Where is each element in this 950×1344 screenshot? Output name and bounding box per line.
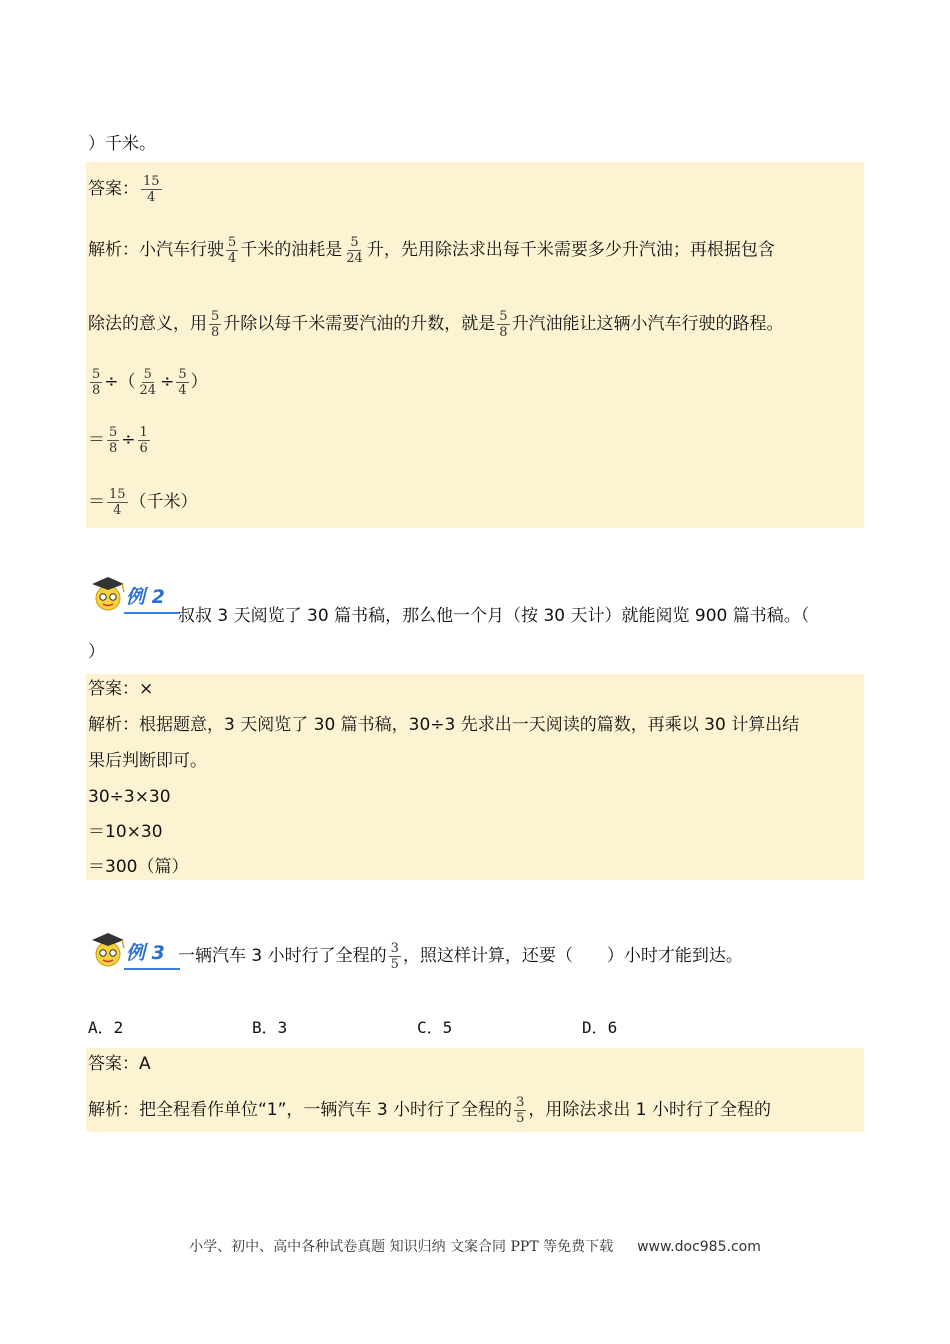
calc-1-line-1: $\frac{5}{8}$ ÷（ $\frac{5}{24}$ ÷ $\frac{5}{4}$ ） bbox=[92, 366, 208, 398]
explanation-2-line-2: 果后判断即可。 bbox=[88, 751, 207, 771]
scholar-mascot-icon bbox=[88, 572, 128, 616]
answer-1 bbox=[88, 170, 164, 208]
option-c: C．5 bbox=[417, 1018, 453, 1037]
example-2-question: 叔叔 3 天阅览了 30 篇书稿，那么他一个月（按 30 天计）就能阅览 900 篇书稿。（ bbox=[178, 606, 810, 626]
explanation-1-line-1: 解析：小汽车行驶 $\frac{5}{4}$ 千米的油耗是 $\frac{5}{24}$ 升，先用除法求出每千米需要多少升汽油；再根据包含 bbox=[88, 234, 775, 266]
explanation-1-line-2: 除法的意义，用 $\frac{5}{8}$ 升除以每千米需要汽油的升数，就是 $\frac{5}{8}$ 升汽油能让这辆小汽车行驶的路程。 bbox=[88, 308, 784, 340]
example-label: 例 2 bbox=[126, 586, 165, 608]
footer-text: 小学、初中、高中各种试卷真题 知识归纳 文案合同 PPT 等免费下载 bbox=[189, 1239, 614, 1255]
option-d: D．6 bbox=[582, 1018, 618, 1037]
calc-2-line-1: 30÷3×30 bbox=[88, 787, 171, 807]
answer-2: 答案：× bbox=[88, 679, 154, 699]
page-footer bbox=[0, 1236, 950, 1256]
calc-1-line-3: ＝ $\frac{15}{4}$ （千米） bbox=[88, 486, 198, 518]
calc-2-line-2: ＝10×30 bbox=[88, 822, 163, 842]
answer-label: 答案： bbox=[88, 179, 139, 199]
example-2-badge bbox=[88, 572, 180, 616]
question-continuation: ）千米。 bbox=[88, 134, 156, 154]
option-b: B．3 bbox=[252, 1018, 288, 1037]
answer-3: 答案：A bbox=[88, 1054, 151, 1074]
example-3-question: 一辆汽车 3 小时行了全程的 $\frac{3}{5}$ ，照这样计算，还要（ ）小时才能到达。 bbox=[178, 940, 743, 972]
calc-2-line-3: ＝300（篇） bbox=[88, 857, 189, 877]
footer-link[interactable]: www.doc985.com bbox=[637, 1239, 761, 1255]
answer-panel-2 bbox=[86, 674, 864, 880]
fraction: $\frac{15}{4}$ bbox=[143, 173, 160, 205]
explanation-2-line-1: 解析：根据题意，3 天阅览了 30 篇书稿，30÷3 先求出一天阅读的篇数，再乘以 30 计算出结 bbox=[88, 715, 800, 735]
calc-1-line-2: ＝ $\frac{5}{8}$ ÷ $\frac{1}{6}$ bbox=[88, 424, 148, 456]
option-a: A．2 bbox=[88, 1018, 124, 1037]
answer-panel-1 bbox=[86, 162, 864, 528]
example-3-badge bbox=[88, 928, 180, 972]
example-2-question-end: ） bbox=[88, 642, 105, 662]
scholar-mascot-icon bbox=[88, 928, 128, 972]
example-label: 例 3 bbox=[126, 942, 165, 964]
explanation-3-line-1: 解析：把全程看作单位“1”，一辆汽车 3 小时行了全程的 $\frac{3}{5}$ ，用除法求出 1 小时行了全程的 bbox=[88, 1094, 771, 1126]
